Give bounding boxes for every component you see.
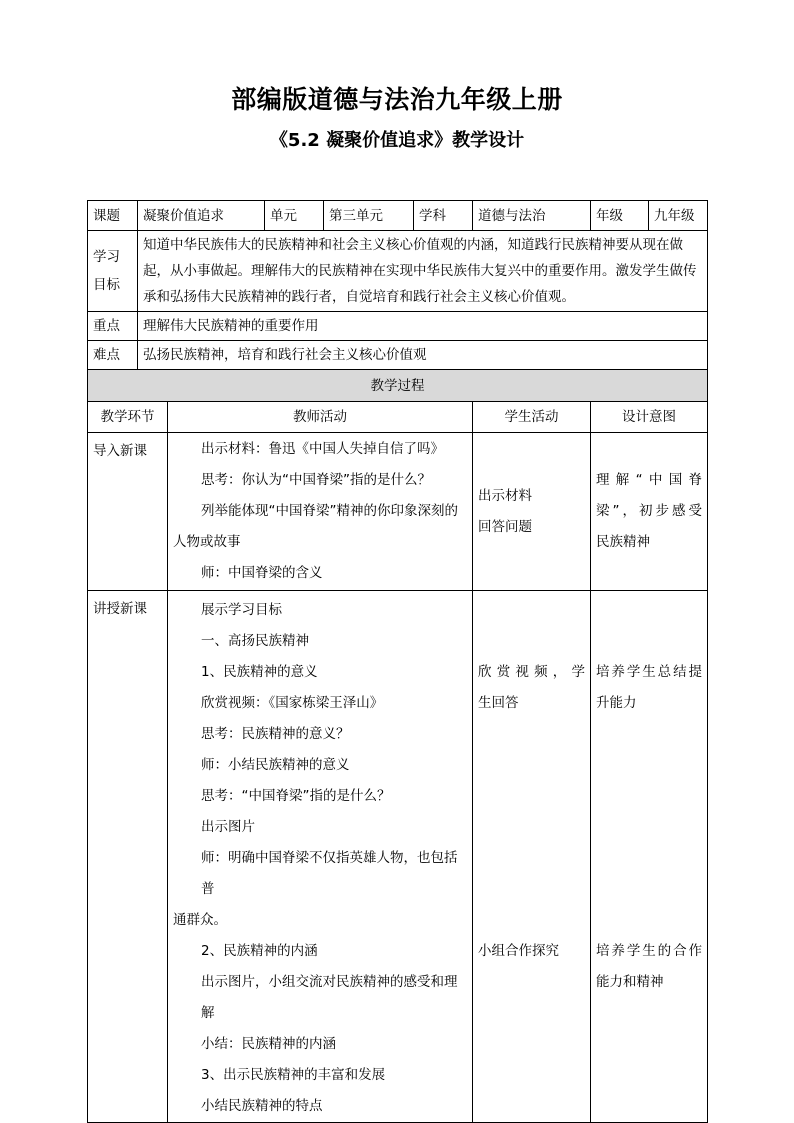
intro-teacher-line: 出示材料：鲁迅《中国人失掉自信了吗》 xyxy=(201,441,444,457)
new-teacher-line: 师：小结民族精神的意义 xyxy=(201,757,350,773)
new-teacher-line: 一、高扬民族精神 xyxy=(201,633,309,649)
new-teacher xyxy=(168,591,473,1123)
new-intent-line: 能力和精神 xyxy=(596,974,664,990)
goals-text: 知道中华民族伟大的民族精神和社会主义核心价值观的内涵，知道践行民族精神要从现在做起，从小事做起。理解伟大的民族精神在实现中华民族伟大复兴中的重要作用。激发学生做传承和弘扬伟大民族精神的践行者，自觉培育和践行社会主义核心价值观。 xyxy=(138,231,708,312)
header-teacher: 教师活动 xyxy=(168,402,473,433)
new-teacher-line: 通群众。 xyxy=(173,912,227,928)
grade-value: 九年级 xyxy=(649,201,708,231)
goals-label xyxy=(88,231,138,312)
intro-student-line: 出示材料 xyxy=(478,487,532,504)
process-section-row xyxy=(88,370,708,402)
process-section-title: 教学过程 xyxy=(88,370,708,402)
page-title: 部编版道德与法治九年级上册 xyxy=(231,85,563,114)
new-lesson-row xyxy=(88,591,708,1123)
intro-intent-line: 梁”，初步感受 xyxy=(596,503,702,519)
new-teacher-line: 欣赏视频：《国家栋梁王泽山》 xyxy=(201,695,384,711)
new-teacher-line: 2、民族精神的内涵 xyxy=(201,943,318,959)
new-intent-line: 升能力 xyxy=(596,695,637,711)
new-teacher-line: 师：明确中国脊梁不仅指英雄人物，也包括普 xyxy=(201,850,458,897)
new-student-line: 生回答 xyxy=(478,695,519,711)
intro-intent xyxy=(591,433,708,591)
subject-label: 学科 xyxy=(414,201,473,231)
new-teacher-line: 小结民族精神的特点 xyxy=(201,1098,323,1114)
new-teacher-line: 小结：民族精神的内涵 xyxy=(201,1036,336,1052)
intro-row xyxy=(88,433,708,591)
header-intent: 设计意图 xyxy=(591,402,708,433)
intro-teacher-line: 人物或故事 xyxy=(173,534,241,550)
new-intent-line: 培养学生的合作 xyxy=(596,943,702,959)
new-teacher-line: 出示图片 xyxy=(201,819,255,835)
new-student-line: 小组合作探究 xyxy=(478,943,559,959)
subject-value: 道德与法治 xyxy=(473,201,591,231)
new-intent-line: 培养学生总结提 xyxy=(596,664,702,680)
header-student: 学生活动 xyxy=(473,402,591,433)
grade-label: 年级 xyxy=(591,201,649,231)
intro-teacher-line: 师：中国脊梁的含义 xyxy=(201,565,323,581)
header-stage: 教学环节 xyxy=(88,402,168,433)
goals-label-line-2: 目标 xyxy=(93,277,120,293)
new-student-line: 欣赏视频，学 xyxy=(478,664,585,680)
new-stage: 讲授新课 xyxy=(88,591,168,1123)
intro-teacher-line: 思考：你认为“中国脊梁”指的是什么？ xyxy=(201,472,431,488)
intro-teacher-line: 列举能体现“中国脊梁”精神的你印象深刻的 xyxy=(201,503,458,519)
key-point-text: 理解伟大民族精神的重要作用 xyxy=(138,312,708,341)
intro-teacher xyxy=(168,433,473,591)
topic-value: 凝聚价值追求 xyxy=(138,201,265,231)
intro-intent-line: 理解“中国脊 xyxy=(596,472,702,488)
new-teacher-line: 思考：“中国脊梁”指的是什么？ xyxy=(201,788,391,804)
intro-intent-line: 民族精神 xyxy=(596,534,650,550)
goals-label-line-1: 学习 xyxy=(93,249,120,265)
process-header-row xyxy=(88,402,708,433)
goals-row xyxy=(88,231,708,312)
info-row xyxy=(88,201,708,231)
intro-student-line: 回答问题 xyxy=(478,518,532,535)
lesson-plan-table xyxy=(87,200,708,1123)
difficulty-text: 弘扬民族精神，培育和践行社会主义核心价值观 xyxy=(138,341,708,370)
page-subtitle: 《5.2 凝聚价值追求》教学设计 xyxy=(269,130,525,151)
difficulty-row xyxy=(88,341,708,370)
new-teacher-line: 3、出示民族精神的丰富和发展 xyxy=(201,1067,386,1083)
unit-label: 单元 xyxy=(265,201,324,231)
topic-label: 课题 xyxy=(88,201,138,231)
intro-stage: 导入新课 xyxy=(88,433,168,591)
new-intent xyxy=(591,591,708,1123)
intro-student xyxy=(473,433,591,591)
new-teacher-line: 展示学习目标 xyxy=(201,602,282,618)
new-student xyxy=(473,591,591,1123)
new-teacher-line: 1、民族精神的意义 xyxy=(201,664,318,680)
new-teacher-line: 思考：民族精神的意义？ xyxy=(201,726,350,742)
key-point-label: 重点 xyxy=(88,312,138,341)
unit-value: 第三单元 xyxy=(324,201,414,231)
new-teacher-line: 出示图片，小组交流对民族精神的感受和理解 xyxy=(201,974,458,1021)
difficulty-label: 难点 xyxy=(88,341,138,370)
key-point-row xyxy=(88,312,708,341)
